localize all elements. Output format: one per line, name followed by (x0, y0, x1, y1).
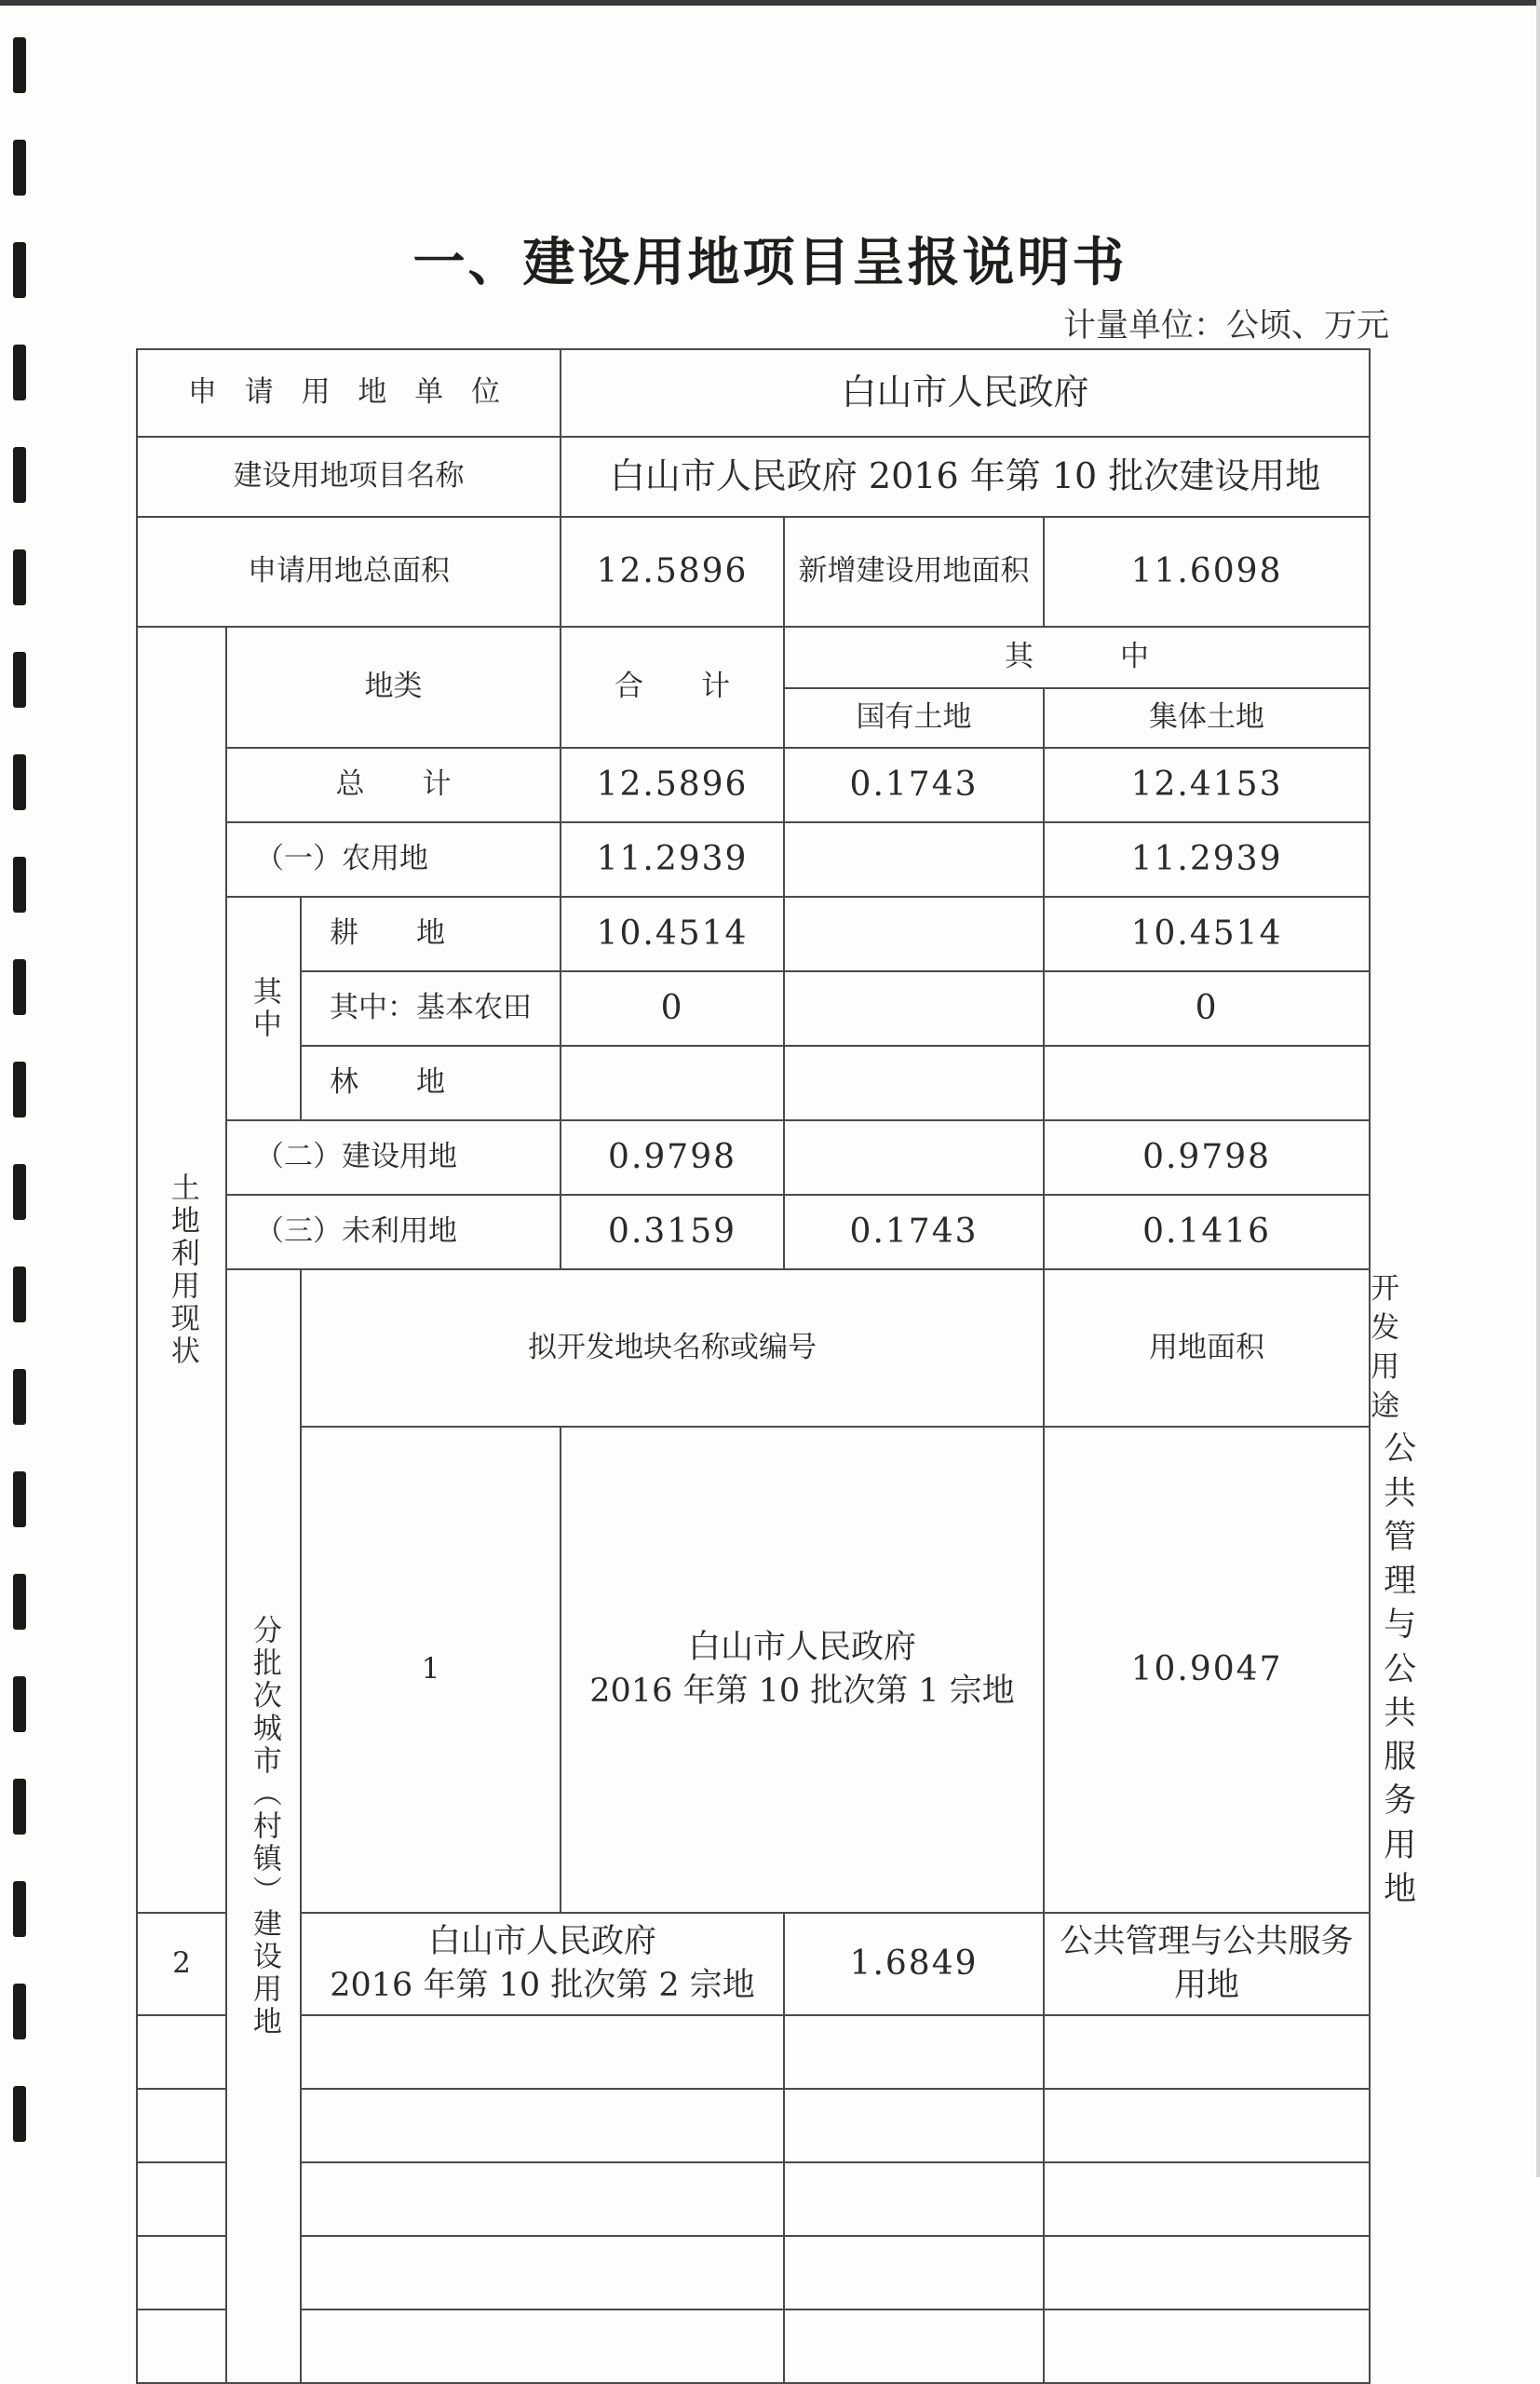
unit-note: 计量单位：公顷、万元 (1062, 307, 1389, 345)
new-area-label: 新增建设用地面积 (784, 517, 1044, 627)
row-collective: 0.9798 (1044, 1120, 1370, 1195)
row-state (784, 897, 1044, 971)
area-summary-row (137, 517, 1370, 627)
batch-use: 公共管理与公共服务用地 (1044, 1913, 1370, 2015)
batches-header-row: 分批次城市（村镇）建设用地 拟开发地块名称或编号 用地面积 开发用途 (137, 1269, 1370, 1427)
empty-row (137, 2089, 1370, 2162)
batch-area: 10.9047 (1044, 1427, 1370, 1913)
project-name-label: 建设用地项目名称 (137, 437, 561, 517)
applicant-value: 白山市人民政府 (561, 349, 1370, 437)
empty-row (137, 2236, 1370, 2310)
applicant-label: 申 请 用 地 单 位 (137, 349, 561, 437)
row-state: 0.1743 (784, 1195, 1044, 1269)
empty-row (137, 2310, 1370, 2383)
row-state (784, 822, 1044, 897)
table-row (137, 897, 1370, 971)
row-label: （三）未利用地 (226, 1195, 561, 1269)
row-state (784, 971, 1044, 1046)
col-name-header: 拟开发地块名称或编号 (301, 1269, 1044, 1427)
batch-area: 1.6849 (784, 1913, 1044, 2015)
row-total: 12.5896 (561, 748, 784, 822)
batch-no: 2 (137, 1913, 226, 2015)
project-name-row (137, 437, 1370, 517)
among-sub-label: 其中 (226, 897, 301, 1120)
table-row (137, 1120, 1370, 1195)
row-collective: 12.4153 (1044, 748, 1370, 822)
row-label: 其中：基本农田 (301, 971, 561, 1046)
project-name-value: 白山市人民政府 2016 年第 10 批次建设用地 (561, 437, 1370, 517)
col-area-header: 用地面积 (1044, 1269, 1370, 1427)
table-row: 1 白山市人民政府 2016 年第 10 批次第 1 宗地 10.9047 公共管理与公共服务用地 (137, 1427, 1370, 1913)
empty-row (137, 2015, 1370, 2089)
row-total: 0.9798 (561, 1120, 784, 1195)
scan-right-edge (1536, 0, 1540, 2177)
row-total: 0.3159 (561, 1195, 784, 1269)
row-label: 总 计 (226, 748, 561, 822)
scan-top-edge (0, 0, 1540, 6)
row-total: 0 (561, 971, 784, 1046)
table-row (137, 1195, 1370, 1269)
row-label: 林 地 (301, 1046, 561, 1120)
table-row (137, 1913, 1370, 2015)
row-total: 11.2939 (561, 822, 784, 897)
table-row (137, 822, 1370, 897)
col-among-header: 其 中 (784, 627, 1370, 688)
applicant-row (137, 349, 1370, 437)
batches-section-label: 分批次城市（村镇）建设用地 (226, 1269, 301, 2383)
row-collective: 10.4514 (1044, 897, 1370, 971)
row-label: 耕 地 (301, 897, 561, 971)
total-area-value: 12.5896 (561, 517, 784, 627)
document-title: 一、建设用地项目呈报说明书 (412, 233, 1128, 293)
row-collective (1044, 1046, 1370, 1120)
row-state (784, 1120, 1044, 1195)
row-total (561, 1046, 784, 1120)
table-row (137, 748, 1370, 822)
row-total: 10.4514 (561, 897, 784, 971)
batch-name: 白山市人民政府 2016 年第 10 批次第 1 宗地 (561, 1427, 1044, 1913)
empty-row (137, 2162, 1370, 2236)
row-state: 0.1743 (784, 748, 1044, 822)
table-row (137, 971, 1370, 1046)
batch-name: 白山市人民政府 2016 年第 10 批次第 2 宗地 (301, 1913, 784, 2015)
row-collective: 0 (1044, 971, 1370, 1046)
total-area-label: 申请用地总面积 (137, 517, 561, 627)
binding-holes (13, 0, 28, 2177)
row-label: （二）建设用地 (226, 1120, 561, 1195)
col-state-header: 国有土地 (784, 688, 1044, 748)
row-state (784, 1046, 1044, 1120)
land-use-section-label: 土地利用现状 (137, 627, 226, 1913)
row-collective: 11.2939 (1044, 822, 1370, 897)
batch-no: 1 (301, 1427, 561, 1913)
land-use-header-row (137, 627, 1370, 688)
table-row (137, 1046, 1370, 1120)
col-category-header: 地类 (226, 627, 561, 748)
col-collective-header: 集体土地 (1044, 688, 1370, 748)
row-label: （一）农用地 (226, 822, 561, 897)
row-collective: 0.1416 (1044, 1195, 1370, 1269)
col-total-header: 合 计 (561, 627, 784, 748)
application-form-table (136, 348, 1417, 2384)
new-area-value: 11.6098 (1044, 517, 1370, 627)
